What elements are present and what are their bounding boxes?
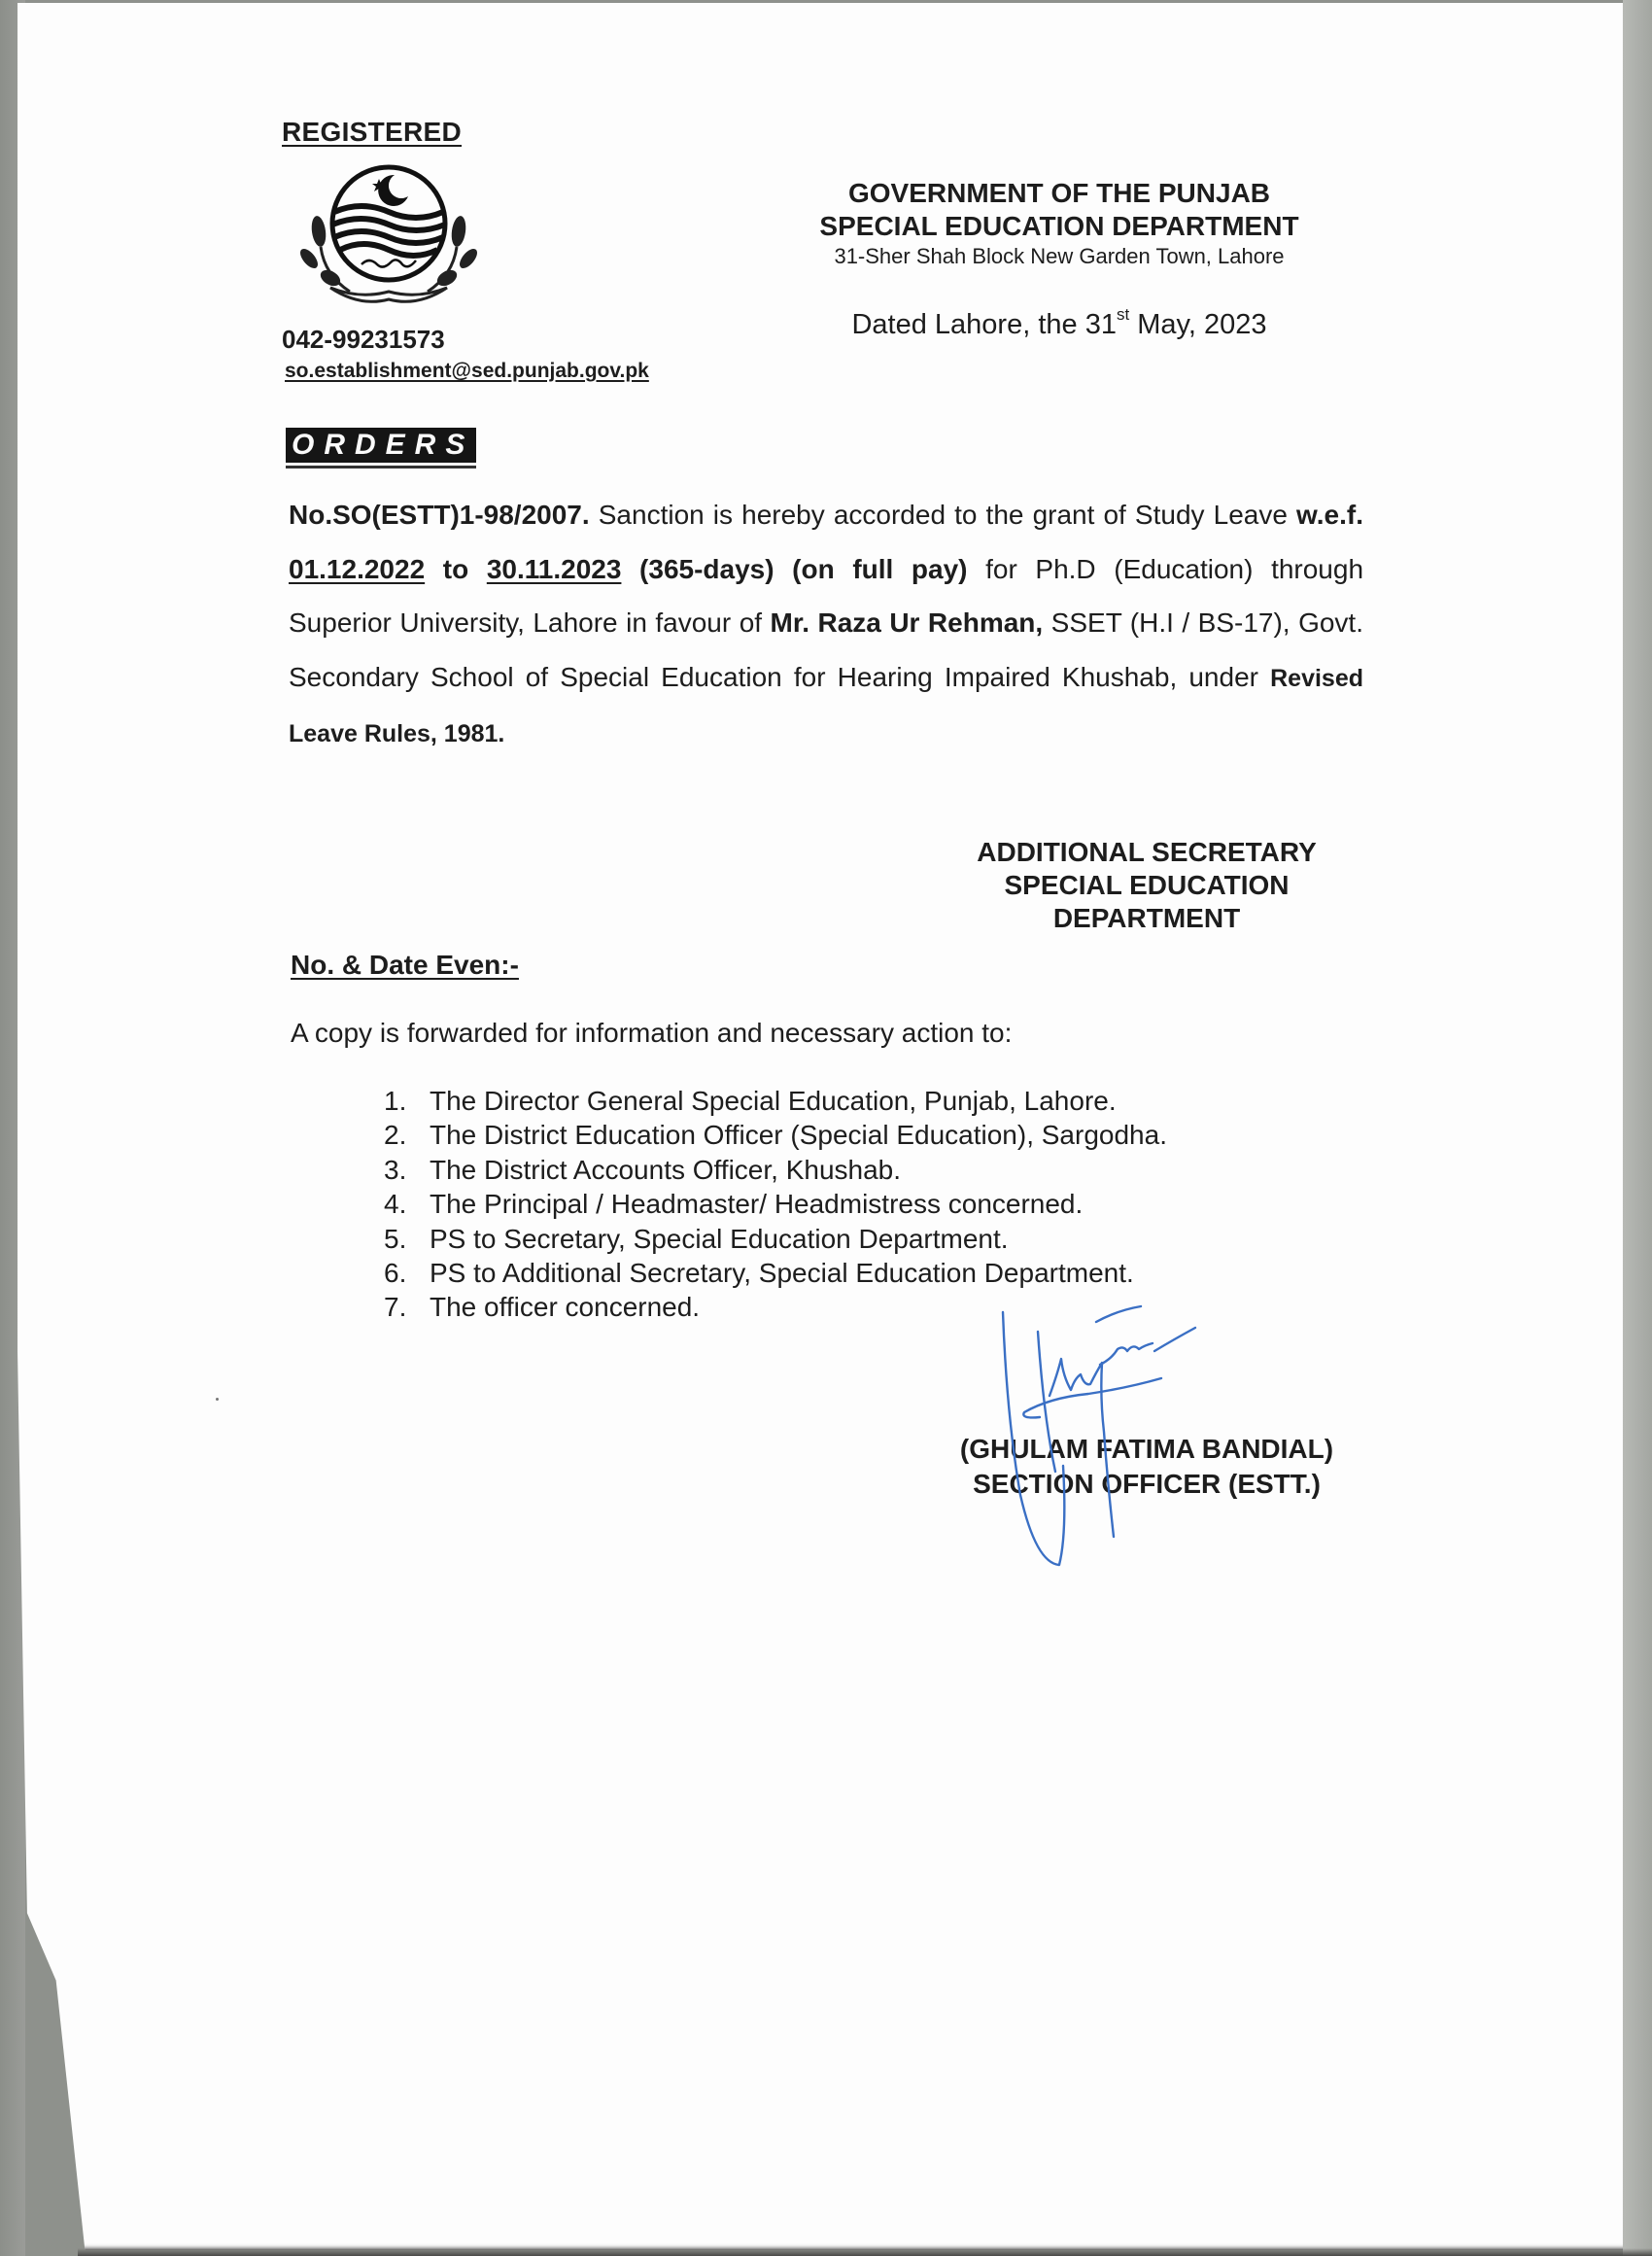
phone-number: 042-99231573 xyxy=(282,325,445,354)
issuing-authority xyxy=(933,836,1360,935)
list-number: 2. xyxy=(384,1120,407,1151)
government-title: GOVERNMENT OF THE PUNJAB xyxy=(847,178,1271,208)
list-number: 6. xyxy=(384,1258,407,1289)
order-text-3: SSET (H.I / BS-17), Govt. Secondary School of Special Education for Hearing Impaired Khushab, under xyxy=(289,607,1363,692)
recipient-text: The Principal / Headmaster/ Headmistress concerned. xyxy=(430,1189,1084,1220)
list-number: 7. xyxy=(384,1292,407,1323)
order-paragraph xyxy=(289,488,1363,762)
recipient-text: The officer concerned. xyxy=(430,1292,701,1323)
dated-ordinal: st xyxy=(1116,305,1130,324)
list-item xyxy=(384,1153,1167,1187)
leave-duration: (365-days) (on full pay) xyxy=(639,553,968,584)
recipient-text: PS to Additional Secretary, Special Education Department. xyxy=(430,1258,1134,1289)
registered-label: REGISTERED xyxy=(282,117,463,147)
leave-rules: Revised Leave Rules, 1981. xyxy=(289,664,1363,747)
employee-name: Mr. Raza Ur Rehman, xyxy=(770,607,1044,638)
letterhead xyxy=(768,177,1351,270)
list-number: 1. xyxy=(384,1086,407,1116)
list-item xyxy=(384,1222,1167,1256)
list-item xyxy=(384,1084,1167,1118)
department-title: SPECIAL EDUCATION DEPARTMENT xyxy=(819,211,1299,241)
order-number: No.SO(ESTT)1-98/2007. xyxy=(289,500,590,530)
list-item xyxy=(384,1256,1167,1290)
list-number: 5. xyxy=(384,1223,407,1254)
scan-speck xyxy=(216,1398,219,1401)
dated-prefix: Dated Lahore, the 31 xyxy=(851,309,1117,340)
signatory-name: (GHULAM FATIMA BANDIAL) xyxy=(959,1434,1334,1464)
page-bottom-shadow xyxy=(78,2248,1652,2256)
order-text-1: Sanction is hereby accorded to the grant of Study Leave xyxy=(589,500,1297,530)
list-number: 4. xyxy=(384,1189,407,1220)
to-date: 30.11.2023 xyxy=(486,553,622,584)
list-item xyxy=(384,1118,1167,1152)
punjab-emblem-icon xyxy=(292,163,486,309)
wef-label: w.e.f. xyxy=(1296,500,1363,530)
signatory-designation: SECTION OFFICER (ESTT.) xyxy=(973,1469,1321,1499)
authority-line-1: ADDITIONAL SECRETARY xyxy=(977,837,1317,867)
endorsement-intro: A copy is forwarded for information and necessary action to: xyxy=(291,1018,1013,1048)
recipient-text: The Director General Special Education, Punjab, Lahore. xyxy=(430,1086,1117,1116)
signatory-block xyxy=(913,1432,1380,1502)
orders-heading: ORDERS xyxy=(286,428,476,466)
recipient-text: PS to Secretary, Special Education Department. xyxy=(430,1223,1009,1254)
recipient-text: The District Education Officer (Special Education), Sargodha. xyxy=(430,1120,1167,1151)
authority-line-2: SPECIAL EDUCATION xyxy=(1004,870,1290,900)
list-number: 3. xyxy=(384,1154,407,1185)
authority-line-3: DEPARTMENT xyxy=(1052,903,1241,933)
dated-line xyxy=(768,305,1351,341)
to-word: to xyxy=(442,553,469,584)
order-text-2: for Ph.D (Education) through Superior University, Lahore in favour of xyxy=(289,553,1364,638)
from-date: 01.12.2022 xyxy=(289,553,426,584)
scanner-bed-right xyxy=(1623,0,1652,2256)
recipient-text: The District Accounts Officer, Khushab. xyxy=(430,1154,902,1185)
email-link[interactable]: so.establishment@sed.punjab.gov.pk xyxy=(285,360,649,382)
recipients-list xyxy=(384,1084,1167,1325)
list-item xyxy=(384,1187,1167,1221)
department-address: 31-Sher Shah Block New Garden Town, Lahore xyxy=(834,244,1285,268)
endorsement-heading: No. & Date Even:- xyxy=(291,950,519,980)
dated-rest: May, 2023 xyxy=(1129,309,1267,340)
list-item xyxy=(384,1290,1167,1324)
